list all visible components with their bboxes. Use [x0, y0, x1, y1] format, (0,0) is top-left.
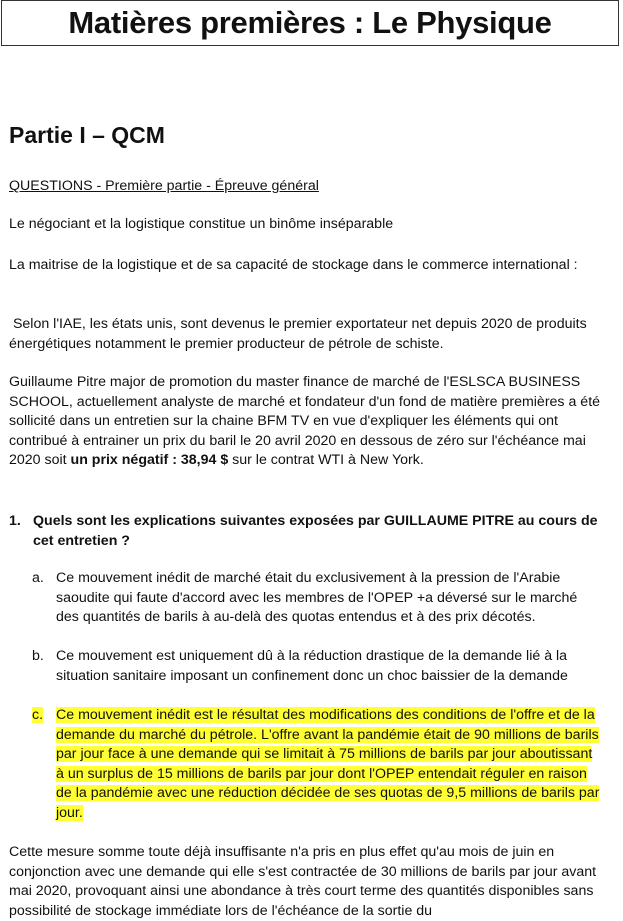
option-letter [32, 706, 56, 823]
intro-paragraph-4 [9, 373, 613, 471]
section-label: QUESTIONS - Première partie - Épreuve général [9, 178, 319, 194]
option-c-correct [32, 706, 604, 823]
question-1 [9, 512, 613, 551]
intro-paragraph-3: Selon l'IAE, les états unis, sont devenus le premier exportateur net depuis 2020 de produits énergétiques notamment le premier producteur de pétrole de schiste. [9, 316, 591, 352]
option-letter: b. [32, 648, 44, 664]
option-text [56, 706, 604, 823]
option-letter: a. [32, 570, 44, 586]
intro-paragraph-1: Le négociant et la logistique constitue un binôme inséparable [9, 216, 394, 232]
option-text: Ce mouvement inédit de marché était du exclusivement à la pression de l'Arabie saoudite qui faute d'accord avec les membres de l'OPEP +a déversé sur le marché des quantités de barils à au-delà des quotas entendus et à des prix décotés. [56, 570, 578, 625]
highlighted-answer: Ce mouvement inédit est le résultat des modifications des conditions de l'offre et de la demande du marché du pétrole. L'offre avant la pandémie était de 90 millions de barils par jour face à une demande qui se limitait à 75 millions de barils par jour aboutissant à un surplus de 15 millions de barils par jour dont l'OPEP entendait réguler en raison de la pandémie avec une réduction décidée de ses quotas de 9,5 millions de barils par jour. [56, 707, 600, 821]
option-a [32, 569, 604, 628]
option-b [32, 647, 604, 686]
intro-4-text: Guillaume Pitre major de promotion du master finance de marché de l'ESLSCA BUSINESS SCHOOL, actuellement analyste de marché et fondateur d'un fond de matière premières a été sollicité dans un entretien sur la chaine BFM TV en vue d'expliquer les éléments qui ont contribué à entrainer un prix du baril le 20 avril 2020 en dessous de zéro sur l'échéance mai 2020 soit [9, 374, 601, 468]
closing-paragraph: Cette mesure somme toute déjà insuffisante n'a pris en plus effet qu'au mois de juin en conjonction avec une demande qui elle s'est contractée de 30 millions de barils par jour avant mai 2020, provoquant ainsi une abondance à très court terme des quantités disponibles sans possibilité de stockage immédiate lors de l'échéance de la sortie du [9, 844, 597, 919]
question-number: 1. [9, 513, 21, 529]
negative-price-emphasis: un prix négatif : 38,94 $ [70, 452, 229, 468]
document-title: Matières premières : Le Physique [1, 0, 619, 46]
highlighted-letter: c. [32, 707, 44, 723]
part-heading: Partie I – QCM [9, 122, 165, 148]
intro-4-text-end: sur le contrat WTI à New York. [228, 452, 424, 468]
intro-paragraph-2: La maitrise de la logistique et de sa capacité de stockage dans le commerce international : [9, 257, 578, 273]
option-text: Ce mouvement est uniquement dû à la réduction drastique de la demande lié à la situation sanitaire imposant un confinement donc un choc baissier de la demande [56, 648, 568, 684]
question-text: Quels sont les explications suivantes exposées par GUILLAUME PITRE au cours de cet entretien ? [33, 513, 598, 549]
